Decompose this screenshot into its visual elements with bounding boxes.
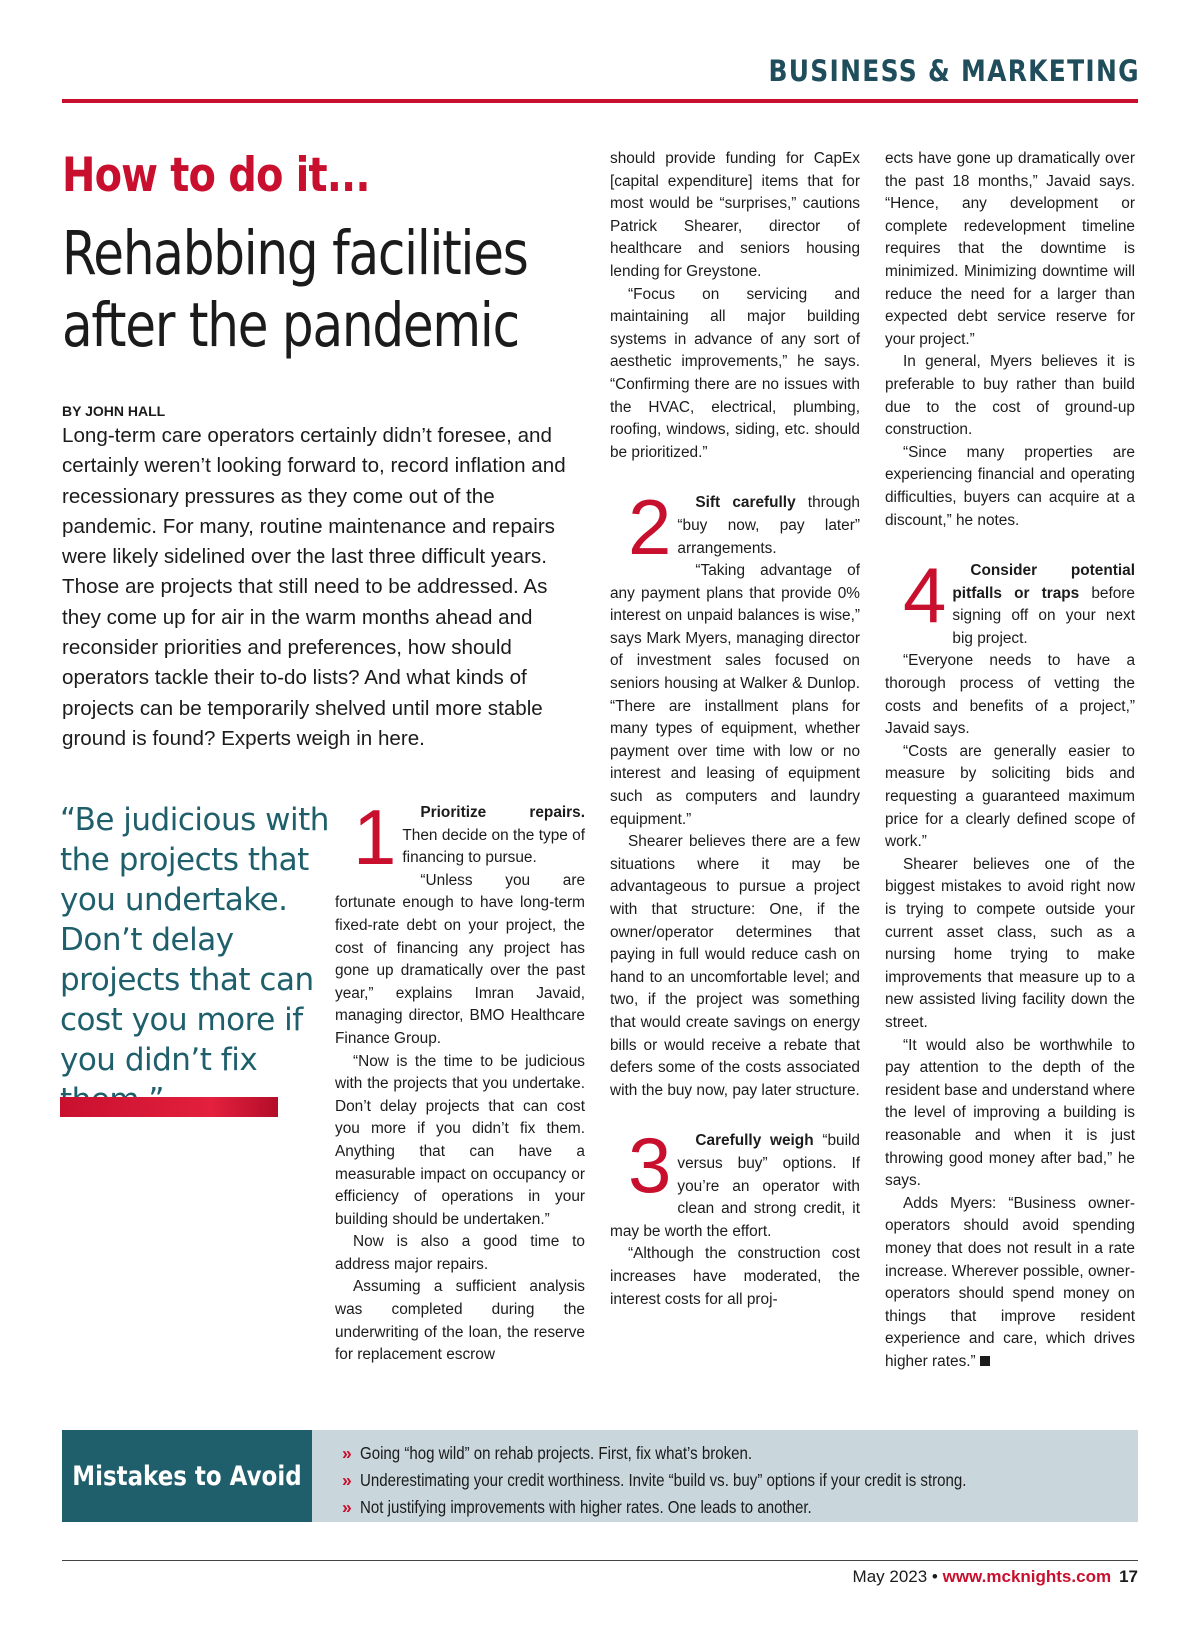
pull-quote: “Be judicious with the projects that you undertake. Don’t delay projects that can cost you more if you didn’t fix (60, 802, 329, 1078)
step-4-lead (885, 551, 1135, 650)
top-rule (62, 99, 1138, 103)
paragraph (885, 1193, 1135, 1374)
list-item-text: Not justifying improvements with higher rates. One leads to another. (359, 1497, 812, 1517)
paragraph: “Unless you are fortunate enough to have long-term fixed-rate debt on your project, the cost of financing any project has gone up dramatically over the past year,” explains Imran Javaid, managing director, BMO Healthcare Finance Group. (335, 871, 585, 1047)
paragraph: Shearer believes there are a few situations where it may be advantageous to pursue a project with that structure: One, if the owner/operator determines that paying in full would reduce cash on hand to an uncomfortable level; and two, if the project was something that would create savings on energy bills or would receive a rebate that defers some of the costs associated with the buy now, pay later structure. (610, 833, 860, 1099)
column-2 (610, 148, 860, 1311)
paragraph: “Everyone needs to have a thorough process of vetting the costs and benefits of a project,” Javaid says. (885, 652, 1135, 738)
step-title: Carefully weigh (695, 1132, 814, 1150)
chevron-right-icon: » (342, 1470, 352, 1490)
paragraph: should provide funding for CapEx [capital expenditure] items that for most would be “surprises,” cautions Patrick Shearer, director of healthcare and seniors housing lending for Greystone. (610, 150, 860, 280)
step-lead: Then decide on the type of financing to pursue. (402, 826, 585, 867)
chevron-right-icon: » (342, 1443, 352, 1463)
mistakes-list (312, 1430, 1065, 1522)
step-title: Sift carefully (695, 494, 796, 512)
paragraph: In general, Myers believes it is preferable to buy rather than build due to the cost of ground-up construction. (885, 353, 1135, 439)
step-2-lead (610, 483, 860, 572)
step-number: 3 (628, 1121, 672, 1210)
paragraph: “Now is the time to be judicious with the projects that you undertake. Don’t delay projects that can cost you more if you didn’t fix them. Anything that can have a measurable impact on occupancy or efficiency of operations in your building should be undertaken.” (335, 1052, 585, 1228)
paragraph: Assuming a sufficient analysis was completed during the underwriting of the loan, the reserve for replacement escrow (335, 1278, 585, 1364)
paragraph: “It would also be worthwhile to pay attention to the depth of the resident base and understand where the level of improving a building is reasonable and when it is just throwing good money after bad,” he says. (885, 1036, 1135, 1190)
footer-separator: • (927, 1567, 943, 1586)
paragraph: “Since many properties are experiencing financial and operating difficulties, buyers can acquire at a discount,” he notes. (885, 443, 1135, 529)
step-title: Prioritize repairs. (420, 804, 585, 821)
column-1 (335, 793, 585, 1367)
paragraph: Now is also a good time to address major repairs. (335, 1233, 585, 1273)
step-number: 2 (628, 483, 672, 572)
step-title: Consider potential pitfalls or traps (952, 562, 1135, 602)
paragraph: “Focus on servicing and maintaining all major building systems in advance of any sort of aesthetic improvements,” he says. “Confirming there are no issues with the HVAC, electrical, plumbing, roofing, windows, siding, etc. should be prioritized.” (610, 285, 860, 461)
step-1-lead (335, 793, 585, 881)
paragraph-text: Adds Myers: “Business owner-operators should avoid spending money that does not result in a rate increase. Wherever possible, owner-operators should spend money on things that improve resident experience and care, which drives higher rates.” (885, 1194, 1135, 1370)
kicker: How to do it... (62, 148, 370, 203)
step-number: 4 (903, 551, 947, 640)
issue-date: May 2023 (852, 1567, 928, 1586)
mistakes-title-text: Mistakes to Avoid (72, 1460, 302, 1492)
list-item (342, 1440, 1065, 1467)
paragraph: Shearer believes one of the biggest mistakes to avoid right now is trying to compete outside your current asset class, such as a nursing home trying to make improvements that measure up to a new assisted living facility down the street. (885, 855, 1135, 1031)
step-3-lead (610, 1121, 860, 1243)
chevron-right-icon: » (342, 1497, 352, 1517)
list-item-text: Going “hog wild” on rehab projects. First, fix what’s broken. (359, 1443, 752, 1463)
paragraph: “Although the construction cost increases have moderated, the interest costs for all proj- (610, 1245, 860, 1308)
paragraph: ects have gone up dramatically over the past 18 months,” Javaid says. “Hence, any development or complete redevelopment timeline requires that the downtime is minimized. Minimizing downtime will reduce the need for a larger than expected debt service reserve for your project.” (885, 150, 1135, 348)
step-lead: “build versus buy” options. If you’re an operator with clean and strong credit, it may be worth the effort. (610, 1132, 860, 1240)
end-of-article-mark (980, 1356, 990, 1366)
deck: Long-term care operators certainly didn’t foresee, and certainly weren’t looking forward to, record inflation and recessionary pressures as they come out of the pandemic. For many, routine maintenance and repairs were likely sidelined over the last three difficult years. Those are projects that still need to be addressed. As they come up for air in the warm months ahead and reconsider priorities and preferences, how should operators tackle their to-do lists? And what kinds of projects can be temporarily shelved until more stable ground is found? Experts weigh in here. (62, 424, 566, 750)
section-label: BUSINESS & MARKETING (768, 54, 1140, 88)
step-lead: through “buy now, pay later” arrangements. (677, 494, 860, 557)
list-item (342, 1494, 1065, 1521)
headline: Rehabbing facilities after the pandemic (62, 218, 528, 361)
mistakes-title (62, 1430, 312, 1522)
paragraph: “Costs are generally easier to measure by soliciting bids and requesting a guaranteed maximum price for a clearly defined scope of work.” (885, 742, 1135, 851)
page-number: 17 (1119, 1567, 1138, 1586)
step-lead: before signing off on your next big project. (952, 584, 1135, 647)
footer-rule (62, 1560, 1138, 1561)
byline: BY JOHN HALL (62, 403, 166, 419)
list-item-text: Underestimating your credit worthiness. Invite “build vs. buy” options if your credit is strong. (359, 1470, 967, 1490)
mistakes-to-avoid-box (62, 1430, 1138, 1522)
page-footer (853, 1567, 1138, 1587)
paragraph: “Taking advantage of any payment plans that provide 0% interest on unpaid balances is wise,” says Mark Myers, managing director of investment sales focused on seniors housing at Walker & Dunlop. “There are installment plans for many types of equipment, whether payment over time with low or no interest and leasing of equipment such as computers and laundry equipment.” (610, 562, 860, 828)
pull-quote-bar (60, 1097, 278, 1117)
website-link[interactable]: www.mcknights.com (942, 1567, 1112, 1586)
list-item (342, 1467, 1065, 1494)
step-number: 1 (353, 793, 397, 881)
column-3 (885, 148, 1135, 1373)
